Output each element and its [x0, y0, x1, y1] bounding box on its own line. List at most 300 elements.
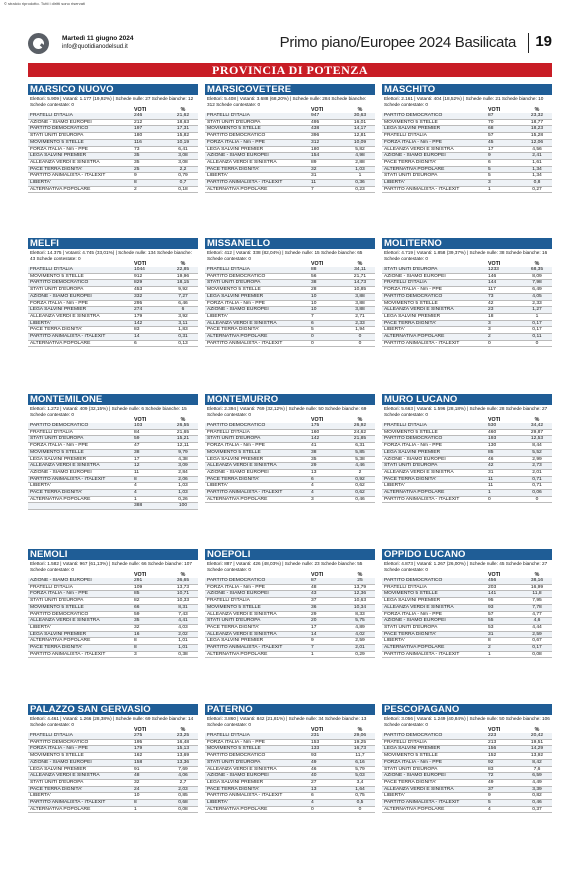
vote-percent: 0,71 [522, 483, 552, 490]
party-name: ALTERNATIVA POPOLARE [205, 651, 311, 658]
table-row [28, 180, 198, 187]
vote-count: 24 [134, 786, 168, 793]
vote-count: 1 [488, 651, 522, 658]
party-name: FRATELLI D'ITALIA [205, 598, 311, 605]
vote-count: 109 [134, 584, 168, 591]
vote-count: 59 [134, 611, 168, 618]
vote-percent: 10,09 [345, 139, 375, 146]
vote-percent: 10,85 [345, 287, 375, 294]
party-name: AZIONE - SIAMO EUROPEI [28, 578, 134, 584]
vote-percent: 3,08 [168, 159, 198, 166]
vote-count: 7 [311, 645, 345, 652]
vote-percent: 0,75 [345, 793, 375, 800]
vote-percent: 18,77 [522, 119, 552, 126]
percent-column-header: % [180, 727, 186, 733]
vote-percent: 8,42 [522, 759, 552, 766]
vote-count: 2 [488, 645, 522, 652]
vote-percent: 7,78 [522, 604, 552, 611]
vote-count: 8 [488, 638, 522, 645]
vote-percent: 38,16 [522, 578, 552, 584]
vote-count: 45 [488, 139, 522, 146]
vote-count: 49 [488, 779, 522, 786]
turnout-info: Elettori: 887 | Votanti: 426 (48,03%) | Schede nulle: 23 Schede bianche: 55 Schede contestate: 0 [207, 561, 363, 572]
party-name: LEGA SALVINI PREMIER [28, 766, 134, 773]
party-name: STATI UNITI D'EUROPA [382, 624, 488, 631]
vote-percent: 0 [345, 340, 375, 347]
vote-count: 1233 [488, 267, 522, 273]
table-row [28, 786, 198, 793]
table-row [205, 180, 375, 187]
vote-count: 87 [311, 578, 345, 584]
vote-percent: 0,71 [522, 476, 552, 483]
vote-percent: 6 [168, 307, 198, 314]
vote-percent: 0,11 [522, 334, 552, 341]
table-row [382, 496, 552, 503]
vote-count: 175 [311, 423, 345, 429]
party-name: MOVIMENTO 5 STELLE [28, 449, 134, 456]
party-name: FORZA ITALIA - Nm - PPE [28, 443, 134, 450]
percent-column-header: % [357, 417, 363, 423]
table-row [382, 180, 552, 187]
vote-count: 42 [488, 300, 522, 307]
vote-count: 66 [134, 604, 168, 611]
party-name: PARTITO DEMOCRATICO [28, 280, 134, 287]
vote-percent: 6,31 [345, 443, 375, 450]
vote-percent: 4,41 [168, 618, 198, 625]
table-row [382, 443, 552, 450]
party-name: LIBERTA' [382, 483, 488, 490]
party-name: MOVIMENTO 5 STELLE [382, 119, 488, 126]
vote-percent: 1,03 [345, 166, 375, 173]
table-row [28, 638, 198, 645]
table-row [205, 786, 375, 793]
vote-percent: 2,33 [522, 300, 552, 307]
table-row [28, 645, 198, 652]
comune-name: MONTEMILONE [28, 394, 198, 405]
party-name: STATI UNITI D'EUROPA [205, 759, 311, 766]
vote-count: 35 [134, 159, 168, 166]
vote-count: 48 [311, 584, 345, 591]
table-row [205, 759, 375, 766]
vote-count: 1 [134, 496, 168, 503]
comune-name: PATERNO [205, 704, 375, 715]
vote-percent: 13,92 [522, 753, 552, 760]
party-name: LEGA SALVINI PREMIER [28, 307, 134, 314]
table-row [205, 146, 375, 153]
table-row [28, 327, 198, 334]
vote-percent: 15,28 [522, 133, 552, 140]
party-name: LEGA SALVINI PREMIER [382, 449, 488, 456]
votes-column-header: VOTI [488, 107, 501, 113]
party-name: FRATELLI D'ITALIA [205, 733, 311, 739]
vote-percent: 12,53 [522, 436, 552, 443]
vote-percent: 2,99 [522, 456, 552, 463]
party-name: AZIONE - SIAMO EUROPEI [28, 293, 134, 300]
vote-percent: 0,46 [345, 496, 375, 503]
vote-count: 146 [488, 273, 522, 280]
table-row [205, 800, 375, 807]
vote-percent: 4,38 [168, 456, 198, 463]
contact-email: info@quotidianodelsud.it [62, 44, 128, 50]
vote-count: 0 [311, 334, 345, 341]
vote-percent: 1,94 [345, 327, 375, 334]
party-name: MOVIMENTO 5 STELLE [205, 126, 311, 133]
table-row [28, 476, 198, 483]
vote-count: 27 [311, 779, 345, 786]
table-row [205, 173, 375, 180]
party-name: LIBERTA' [382, 180, 488, 187]
vote-count: 70 [488, 119, 522, 126]
comune-name: MISSANELLO [205, 238, 375, 249]
table-row [28, 340, 198, 347]
table-row [205, 490, 375, 497]
results-table [382, 108, 552, 193]
vote-percent: 3,88 [345, 293, 375, 300]
vote-count: 274 [134, 307, 168, 314]
vote-count: 18 [488, 313, 522, 320]
vote-percent: 100 [168, 503, 198, 510]
vote-count: 6 [311, 476, 345, 483]
table-row [28, 307, 198, 314]
vote-count: 82 [134, 598, 168, 605]
vote-percent: 3,4 [345, 779, 375, 786]
vote-count: 530 [488, 423, 522, 429]
comune-name: MELFI [28, 238, 198, 249]
table-row [28, 139, 198, 146]
table-row [382, 273, 552, 280]
vote-count: 1044 [134, 267, 168, 273]
table-row [382, 139, 552, 146]
party-name: PARTITO DEMOCRATICO [205, 578, 311, 584]
vote-count: 153 [311, 739, 345, 746]
vote-count: 7 [311, 313, 345, 320]
party-name: FRATELLI D'ITALIA [28, 267, 134, 273]
vote-count: 89 [311, 159, 345, 166]
party-name: PARTITO ANIMALISTA - ITALEXIT [28, 800, 134, 807]
vote-percent: 7,27 [168, 293, 198, 300]
party-name: PARTITO ANIMALISTA - ITALEXIT [382, 800, 488, 807]
vote-count: 179 [134, 746, 168, 753]
party-name: AZIONE - SIAMO EUROPEI [205, 469, 311, 476]
party-name: PARTITO DEMOCRATICO [28, 611, 134, 618]
vote-percent: 18,15 [168, 280, 198, 287]
comune-block [205, 549, 375, 658]
party-name: FORZA ITALIA - Nm - PPE [382, 287, 488, 294]
comune-name: PALAZZO SAN GERVASIO [28, 704, 198, 715]
vote-percent: 0,67 [522, 638, 552, 645]
party-name: ALLEANZA VERDI E SINISTRA [382, 604, 488, 611]
party-name: LIBERTA' [382, 327, 488, 334]
vote-percent: 0,18 [168, 186, 198, 193]
comune-block [28, 549, 198, 658]
votes-column-header: VOTI [134, 727, 147, 733]
table-row [382, 119, 552, 126]
table-row [205, 456, 375, 463]
table-row [28, 591, 198, 598]
table-row [28, 739, 198, 746]
table-row [28, 126, 198, 133]
vote-percent: 10,34 [345, 604, 375, 611]
vote-percent: 26,92 [345, 423, 375, 429]
vote-count: 85 [488, 449, 522, 456]
party-name: MOVIMENTO 5 STELLE [382, 300, 488, 307]
table-row [382, 340, 552, 347]
vote-count: 17 [134, 456, 168, 463]
vote-percent: 13,69 [168, 753, 198, 760]
table-row [382, 759, 552, 766]
table-row [382, 469, 552, 476]
table-row [28, 496, 198, 503]
table-row [205, 119, 375, 126]
party-name: STATI UNITI D'EUROPA [382, 173, 488, 180]
vote-count: 5 [488, 800, 522, 807]
vote-percent: 5,03 [345, 773, 375, 780]
party-name: ALTERNATIVA POPOLARE [28, 638, 134, 645]
party-name: ALTERNATIVA POPOLARE [205, 496, 311, 503]
vote-count: 154 [311, 153, 345, 160]
party-name: LEGA SALVINI PREMIER [28, 631, 134, 638]
vote-count: 8 [134, 800, 168, 807]
table-row [382, 739, 552, 746]
comune-block [382, 84, 552, 193]
party-name: LIBERTA' [205, 483, 311, 490]
copyright-notice: © stralcio riprodotto. Tutti i diritti sono riservati [4, 1, 85, 6]
vote-count: 0 [311, 806, 345, 813]
vote-percent: 19,51 [522, 739, 552, 746]
turnout-info: Elettori: 5.663 | Votanti: 1.596 (28,18%) | Schede nulle: 28 Schede bianche: 27 Schede contestate: 0 [384, 406, 548, 417]
vote-percent: 2,59 [345, 638, 375, 645]
turnout-info: Elettori: 5.909 | Votanti: 1.177 (19,92%) | Schede nulle: 27 Schede bianche: 12 Schede contestate: 0 [30, 96, 194, 107]
table-row [205, 483, 375, 490]
table-row [205, 496, 375, 503]
vote-count: 1 [488, 490, 522, 497]
vote-percent: 9,92 [168, 287, 198, 294]
party-name: MOVIMENTO 5 STELLE [205, 449, 311, 456]
table-row [382, 766, 552, 773]
table-row [28, 173, 198, 180]
vote-count: 141 [488, 591, 522, 598]
comune-block [382, 704, 552, 813]
party-name: STATI UNITI D'EUROPA [382, 766, 488, 773]
party-name: FRATELLI D'ITALIA [205, 113, 311, 119]
table-row [382, 618, 552, 625]
table-row [205, 611, 375, 618]
party-name: FORZA ITALIA - Nm - PPE [205, 739, 311, 746]
party-name: AZIONE - SIAMO EUROPEI [28, 469, 134, 476]
table-row [382, 483, 552, 490]
table-row [205, 280, 375, 287]
table-row [382, 584, 552, 591]
vote-count: 10 [311, 293, 345, 300]
vote-count: 35 [311, 456, 345, 463]
vote-count: 180 [134, 133, 168, 140]
vote-percent: 0 [522, 340, 552, 347]
table-row [28, 773, 198, 780]
table-row [205, 645, 375, 652]
vote-count: 10 [311, 307, 345, 314]
table-row [382, 638, 552, 645]
vote-count: 116 [134, 139, 168, 146]
party-name: PARTITO ANIMALISTA - ITALEXIT [205, 645, 311, 652]
vote-percent: 6,41 [168, 146, 198, 153]
vote-percent: 11,8 [522, 591, 552, 598]
vote-percent: 0,36 [345, 180, 375, 187]
table-row [205, 313, 375, 320]
vote-percent: 0,85 [168, 793, 198, 800]
vote-count: 5 [488, 173, 522, 180]
party-name: ALLEANZA VERDI E SINISTRA [382, 786, 488, 793]
vote-count: 29 [311, 611, 345, 618]
party-name: MOVIMENTO 5 STELLE [205, 746, 311, 753]
party-name: LEGA SALVINI PREMIER [205, 293, 311, 300]
vote-count: 1 [311, 651, 345, 658]
vote-percent: 23,32 [522, 113, 552, 119]
table-row [382, 651, 552, 658]
table-row [382, 313, 552, 320]
party-name: PACE TERRA DIGNITA' [28, 166, 134, 173]
vote-percent: 1,03 [168, 483, 198, 490]
vote-count: 20 [311, 618, 345, 625]
vote-percent: 0 [522, 496, 552, 503]
party-name: LIBERTA' [205, 800, 311, 807]
party-name: PARTITO DEMOCRATICO [382, 293, 488, 300]
party-name: LEGA SALVINI PREMIER [205, 456, 311, 463]
vote-percent: 16,48 [168, 739, 198, 746]
party-name: LEGA SALVINI PREMIER [382, 126, 488, 133]
vote-count: 11 [311, 180, 345, 187]
vote-percent: 0,68 [168, 800, 198, 807]
vote-percent: 4,56 [522, 146, 552, 153]
party-name: PACE TERRA DIGNITA' [28, 327, 134, 334]
party-name: LIBERTA' [28, 483, 134, 490]
vote-percent: 8,09 [522, 273, 552, 280]
vote-percent: 18,63 [168, 119, 198, 126]
vote-percent: 5,82 [345, 146, 375, 153]
comune-block [205, 84, 375, 193]
party-name: PACE TERRA DIGNITA' [382, 631, 488, 638]
party-name: FORZA ITALIA - Nm - PPE [205, 584, 311, 591]
vote-count: 4 [311, 483, 345, 490]
vote-count: 3 [311, 496, 345, 503]
vote-count: 31 [488, 469, 522, 476]
party-name: ALLEANZA VERDI E SINISTRA [205, 611, 311, 618]
table-row [28, 766, 198, 773]
vote-count: 142 [134, 320, 168, 327]
vote-percent: 2,02 [168, 631, 198, 638]
party-name: PACE TERRA DIGNITA' [205, 476, 311, 483]
vote-percent: 16,01 [345, 119, 375, 126]
vote-percent: 0,17 [522, 320, 552, 327]
results-table [205, 108, 375, 193]
table-row [28, 779, 198, 786]
party-name: PARTITO DEMOCRATICO [205, 133, 311, 140]
votes-column-header: VOTI [311, 572, 324, 578]
vote-count: 6 [488, 159, 522, 166]
party-name: STATI UNITI D'EUROPA [28, 287, 134, 294]
vote-percent: 0,23 [345, 186, 375, 193]
vote-count: 133 [311, 746, 345, 753]
table-row [28, 166, 198, 173]
party-name: LIBERTA' [382, 638, 488, 645]
vote-percent: 23,25 [168, 733, 198, 739]
table-row [382, 753, 552, 760]
vote-percent: 34,42 [522, 423, 552, 429]
party-name: FORZA ITALIA - Nm - PPE [28, 746, 134, 753]
table-row [205, 273, 375, 280]
vote-count: 95 [488, 598, 522, 605]
party-name: ALTERNATIVA POPOLARE [28, 340, 134, 347]
vote-percent: 0,82 [522, 793, 552, 800]
party-name: ALLEANZA VERDI E SINISTRA [205, 463, 311, 470]
vote-count: 31 [488, 631, 522, 638]
party-name: PACE TERRA DIGNITA' [382, 159, 488, 166]
vote-percent: 2 [345, 469, 375, 476]
party-name: PARTITO ANIMALISTA - ITALEXIT [382, 496, 488, 503]
vote-percent: 2,01 [522, 469, 552, 476]
turnout-info: Elettori: 2.161 | Votanti: 404 (18,52%) | Schede nulle: 21 Schede bianche: 10 Schede contestate: 0 [384, 96, 544, 107]
vote-count: 6 [311, 320, 345, 327]
vote-count: 130 [488, 443, 522, 450]
comune-block [28, 394, 198, 510]
vote-percent: 4,6 [522, 618, 552, 625]
vote-count: 3 [488, 320, 522, 327]
party-name: PACE TERRA DIGNITA' [28, 645, 134, 652]
party-name: PACE TERRA DIGNITA' [205, 786, 311, 793]
vote-count: 152 [488, 753, 522, 760]
results-table [205, 418, 375, 503]
table-row [382, 449, 552, 456]
vote-count: 160 [311, 429, 345, 436]
vote-percent: 3,88 [345, 300, 375, 307]
vote-count: 5 [311, 327, 345, 334]
party-name: LIBERTA' [205, 173, 311, 180]
vote-count: 947 [311, 113, 345, 119]
party-name: ALLEANZA VERDI E SINISTRA [28, 773, 134, 780]
table-row [28, 334, 198, 341]
table-row [28, 133, 198, 140]
percent-column-header: % [534, 572, 540, 578]
table-row [205, 139, 375, 146]
vote-percent: 10,63 [345, 598, 375, 605]
vote-count: 55 [488, 618, 522, 625]
vote-count: 180 [311, 146, 345, 153]
vote-percent: 8,33 [345, 611, 375, 618]
table-row [28, 651, 198, 658]
party-name: AZIONE - SIAMO EUROPEI [382, 773, 488, 780]
percent-column-header: % [534, 417, 540, 423]
table-row [382, 133, 552, 140]
vote-percent: 7,6 [522, 766, 552, 773]
vote-percent: 0,29 [345, 651, 375, 658]
party-name: PACE TERRA DIGNITA' [28, 490, 134, 497]
table-row [28, 186, 198, 193]
table-row [382, 490, 552, 497]
vote-count: 25 [134, 166, 168, 173]
vote-percent: 8,31 [168, 604, 198, 611]
party-name: MOVIMENTO 5 STELLE [28, 139, 134, 146]
table-row [205, 436, 375, 443]
results-table [28, 573, 198, 658]
party-name: PARTITO DEMOCRATICO [205, 273, 311, 280]
party-name: ALTERNATIVA POPOLARE [382, 334, 488, 341]
party-name: LIBERTA' [28, 180, 134, 187]
party-name: AZIONE - SIAMO EUROPEI [205, 591, 311, 598]
table-row [382, 126, 552, 133]
party-name: FORZA ITALIA - Nm - PPE [382, 611, 488, 618]
percent-column-header: % [534, 727, 540, 733]
party-name: FRATELLI D'ITALIA [205, 429, 311, 436]
turnout-info: Elettori: 1.582 | Votanti: 967 (61,13%) | Schede nulle: 66 Schede bianche: 107 Schede contestate: 0 [30, 561, 192, 572]
